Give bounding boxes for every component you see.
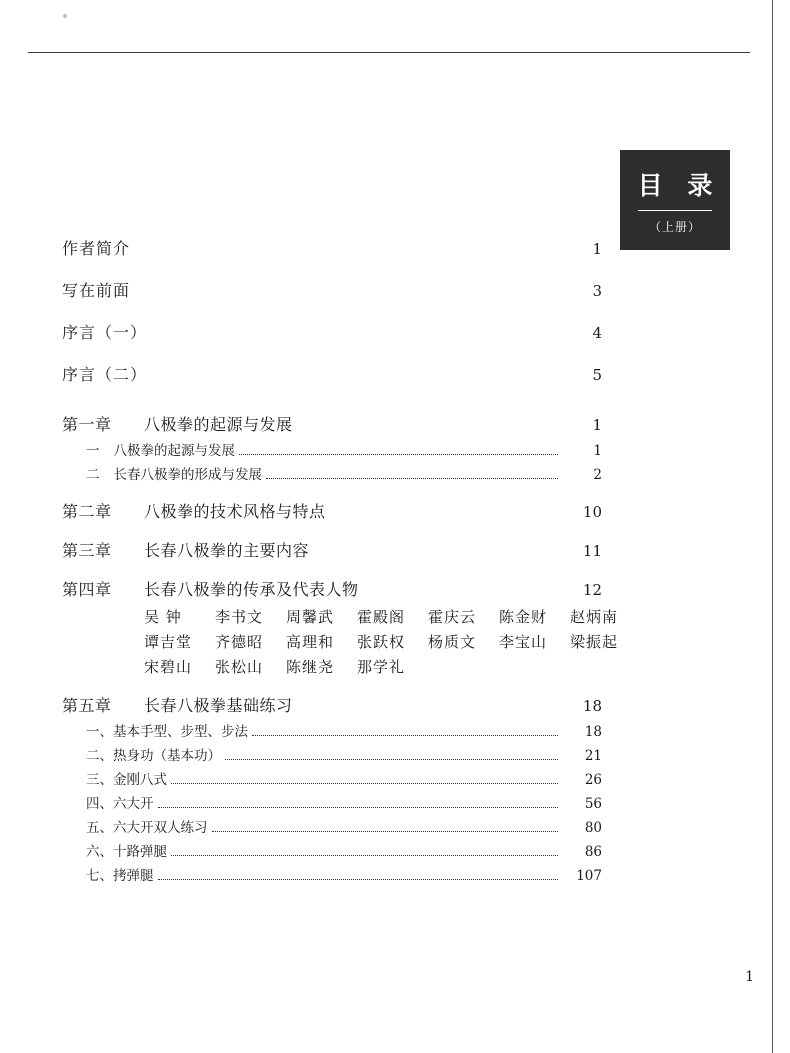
dot-leader <box>158 871 559 880</box>
chapter-number: 第三章 <box>62 541 112 560</box>
toc-entry-page: 1 <box>592 240 602 258</box>
chapter-number: 第五章 <box>62 696 112 715</box>
person-name: 周馨武 <box>286 608 335 626</box>
section-label: 七、拷弹腿 <box>86 868 154 884</box>
chapter-title: 八极拳的技术风格与特点 <box>144 502 326 521</box>
section-page: 80 <box>584 820 602 836</box>
person-name: 陈金财 <box>499 608 548 626</box>
list-item[interactable] <box>62 718 602 742</box>
section-page: 1 <box>593 443 602 459</box>
person-name: 谭吉堂 <box>144 633 193 651</box>
person-name: 齐德昭 <box>215 633 264 651</box>
person-name: 吴 钟 <box>144 608 182 626</box>
list-item[interactable] <box>62 320 602 362</box>
names-row <box>62 654 602 679</box>
toc-entry-page: 3 <box>592 282 602 300</box>
top-rule <box>28 52 750 53</box>
person-name: 赵炳南 <box>570 608 619 626</box>
toc-entry-page: 4 <box>592 324 602 342</box>
names-row <box>62 629 619 654</box>
toc-entry-page: 5 <box>592 366 602 384</box>
dot-leader <box>171 847 558 856</box>
chapter-title: 长春八极拳的传承及代表人物 <box>144 580 359 599</box>
person-name: 李书文 <box>215 608 264 626</box>
section-marker: 二 <box>86 467 100 483</box>
person-name: 高理和 <box>286 633 335 651</box>
person-name: 李宝山 <box>499 633 548 651</box>
chapter-number: 第一章 <box>62 415 112 434</box>
section-page: 2 <box>593 467 602 483</box>
section-page: 86 <box>584 844 602 860</box>
chapter-number: 第四章 <box>62 580 112 599</box>
person-name: 梁振起 <box>570 633 619 651</box>
list-item[interactable] <box>62 236 602 278</box>
section-label: 三、金刚八式 <box>86 772 167 788</box>
list-item[interactable] <box>62 862 602 886</box>
person-name: 那学礼 <box>357 658 406 676</box>
chapter-page: 12 <box>582 581 602 599</box>
dot-leader <box>239 446 558 455</box>
section-label: 一、基本手型、步型、步法 <box>86 724 248 740</box>
list-item[interactable] <box>62 766 602 790</box>
dot-leader <box>266 470 558 479</box>
indent <box>62 631 144 652</box>
person-name: 霍殿阁 <box>357 608 406 626</box>
dot-leader <box>158 799 559 808</box>
list-item[interactable] <box>62 362 602 404</box>
list-item[interactable] <box>62 790 602 814</box>
chapter-row[interactable] <box>62 485 602 524</box>
chapter-row[interactable] <box>62 563 602 602</box>
section-label: 五、六大开双人练习 <box>86 820 208 836</box>
list-item[interactable] <box>62 838 602 862</box>
table-of-contents <box>62 236 619 886</box>
person-name: 陈继尧 <box>286 658 335 676</box>
list-item[interactable] <box>62 742 602 766</box>
names-row <box>62 604 619 629</box>
toc-entry-label: 作者简介 <box>62 239 131 258</box>
chapter-row[interactable] <box>62 404 602 437</box>
dot-leader <box>225 751 558 760</box>
section-page: 56 <box>584 796 602 812</box>
section-label: 二、热身功（基本功） <box>86 748 221 764</box>
title-divider <box>638 210 712 211</box>
indent <box>62 656 144 677</box>
person-name: 杨质文 <box>428 633 477 651</box>
dot-leader <box>252 727 558 736</box>
page-folio: 1 <box>745 969 754 985</box>
chapter-page: 1 <box>592 416 602 434</box>
page-title: 目 录 <box>637 170 721 200</box>
right-edge-rule <box>772 0 773 1053</box>
page-speck <box>63 14 67 18</box>
section-page: 107 <box>576 868 602 884</box>
chapter-row[interactable] <box>62 681 602 718</box>
chapter-row[interactable] <box>62 524 602 563</box>
person-name: 张跃权 <box>357 633 406 651</box>
section-marker: 一 <box>86 443 100 459</box>
person-name: 宋碧山 <box>144 658 193 676</box>
volume-label: （上册） <box>648 219 701 234</box>
chapter-page: 11 <box>582 542 602 560</box>
section-label: 四、六大开 <box>86 796 154 812</box>
chapter-number: 第二章 <box>62 502 112 521</box>
chapter-title: 八极拳的起源与发展 <box>144 415 293 434</box>
toc-entry-label: 写在前面 <box>62 281 131 300</box>
dot-leader <box>171 775 558 784</box>
section-page: 18 <box>584 724 602 740</box>
section-page: 26 <box>584 772 602 788</box>
toc-entry-label: 序言（一） <box>62 323 148 342</box>
toc-entry-label: 序言（二） <box>62 365 148 384</box>
section-label: 八极拳的起源与发展 <box>113 443 235 459</box>
person-name: 张松山 <box>215 658 264 676</box>
list-item[interactable] <box>62 461 602 485</box>
person-name: 霍庆云 <box>428 608 477 626</box>
toc-title-block <box>620 150 730 250</box>
list-item[interactable] <box>62 814 602 838</box>
dot-leader <box>212 823 559 832</box>
chapter-page: 10 <box>582 503 602 521</box>
section-page: 21 <box>584 748 602 764</box>
section-label: 六、十路弹腿 <box>86 844 167 860</box>
section-label: 长春八极拳的形成与发展 <box>113 467 262 483</box>
chapter-page: 18 <box>582 697 602 715</box>
chapter-title: 长春八极拳的主要内容 <box>144 541 310 560</box>
lineage-names <box>62 604 619 679</box>
list-item[interactable] <box>62 437 602 461</box>
chapter-title: 长春八极拳基础练习 <box>144 696 293 715</box>
list-item[interactable] <box>62 278 602 320</box>
indent <box>62 606 144 627</box>
